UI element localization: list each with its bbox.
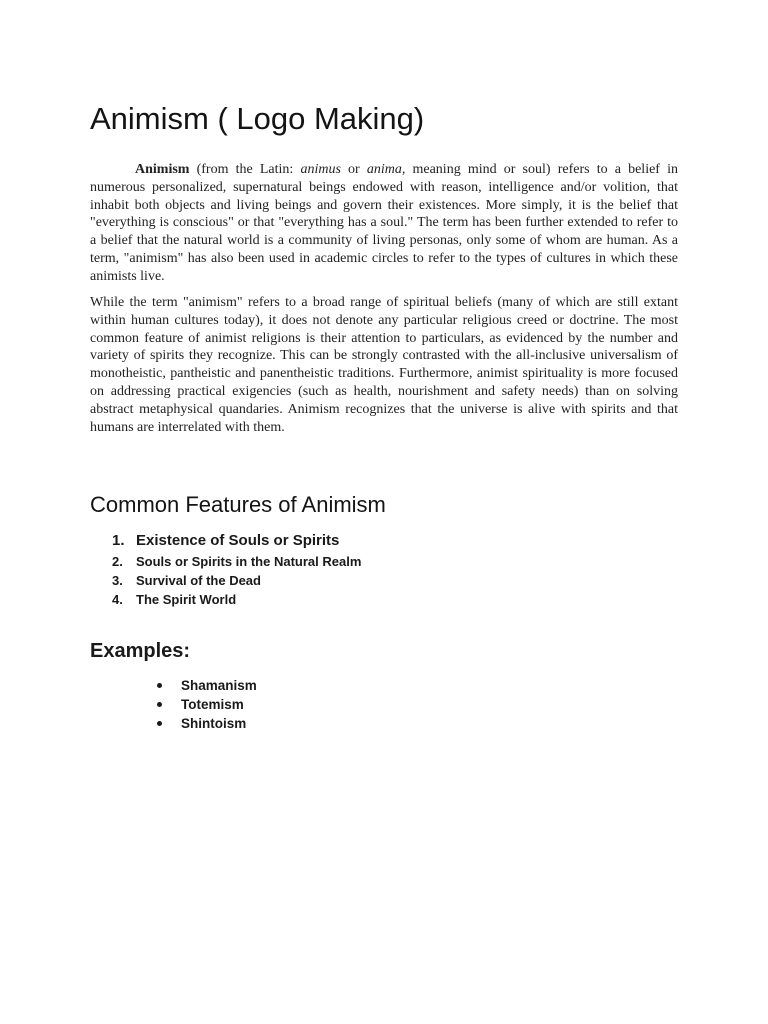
list-item (112, 571, 361, 590)
bullet-icon (157, 721, 162, 726)
list-item-number: 2. (112, 554, 123, 569)
page-title: Animism ( Logo Making) (90, 101, 425, 136)
intro-paragraph (90, 161, 678, 286)
second-paragraph: While the term "animism" refers to a broad range of spiritual beliefs (many of which are still extant within human cultures today), it does not denote any particular religious creed or doctrine. The most common feature of animist religions is their attention to particulars, as evidenced by the number and variety of spirits they recognize. This can be strongly contrasted with the all-inclusive universalism of monotheistic, pantheistic and panentheistic traditions. Furthermore, animist spirituality is more focused on addressing practical exigencies (such as health, nourishment and safety needs) than on solving abstract metaphysical quandaries. Animism recognizes that the universe is alive with spirits and that humans are interrelated with them. (90, 295, 678, 435)
list-item-label: Shamanism (181, 678, 257, 693)
list-item-number: 4. (112, 592, 123, 607)
list-item-label: Totemism (181, 697, 244, 712)
list-item-label: Survival of the Dead (136, 573, 261, 588)
list-item (112, 530, 361, 552)
examples-list (157, 676, 257, 733)
features-heading: Common Features of Animism (90, 492, 386, 517)
list-item-number: 1. (112, 532, 125, 549)
intro-text-3: meaning mind or soul) refers to a belief in numerous personalized, supernatural beings endowed with reason, intelligence and/or volition, that inhabit both objects and living beings and govern their existences. More simply, it is the belief that "everything is conscious" or that "everything has a soul." The term has been further extended to refer to a belief that the natural world is a community of living personas, only some of whom are human. As a term, "animism" has also been used in academic circles to refer to the types of cultures in which these animists live. (90, 162, 678, 284)
list-item-label: Existence of Souls or Spirits (136, 532, 340, 549)
intro-latin-2: anima, (366, 162, 406, 177)
list-item-label: Souls or Spirits in the Natural Realm (136, 554, 362, 569)
list-item (157, 676, 257, 695)
bullet-icon (157, 702, 162, 707)
list-item-label: Shintoism (181, 716, 247, 731)
list-item (157, 714, 257, 733)
list-item (157, 695, 257, 714)
list-item (112, 552, 361, 571)
intro-text-1: (from the Latin: (189, 162, 301, 177)
intro-latin-1: animus (300, 162, 341, 177)
list-item (112, 590, 361, 609)
list-item-number: 3. (112, 573, 123, 588)
intro-text-2: or (340, 162, 367, 177)
examples-heading: Examples: (90, 640, 191, 662)
features-list (112, 530, 361, 609)
intro-term: Animism (135, 162, 190, 177)
bullet-icon (157, 683, 162, 688)
list-item-label: The Spirit World (136, 592, 237, 607)
